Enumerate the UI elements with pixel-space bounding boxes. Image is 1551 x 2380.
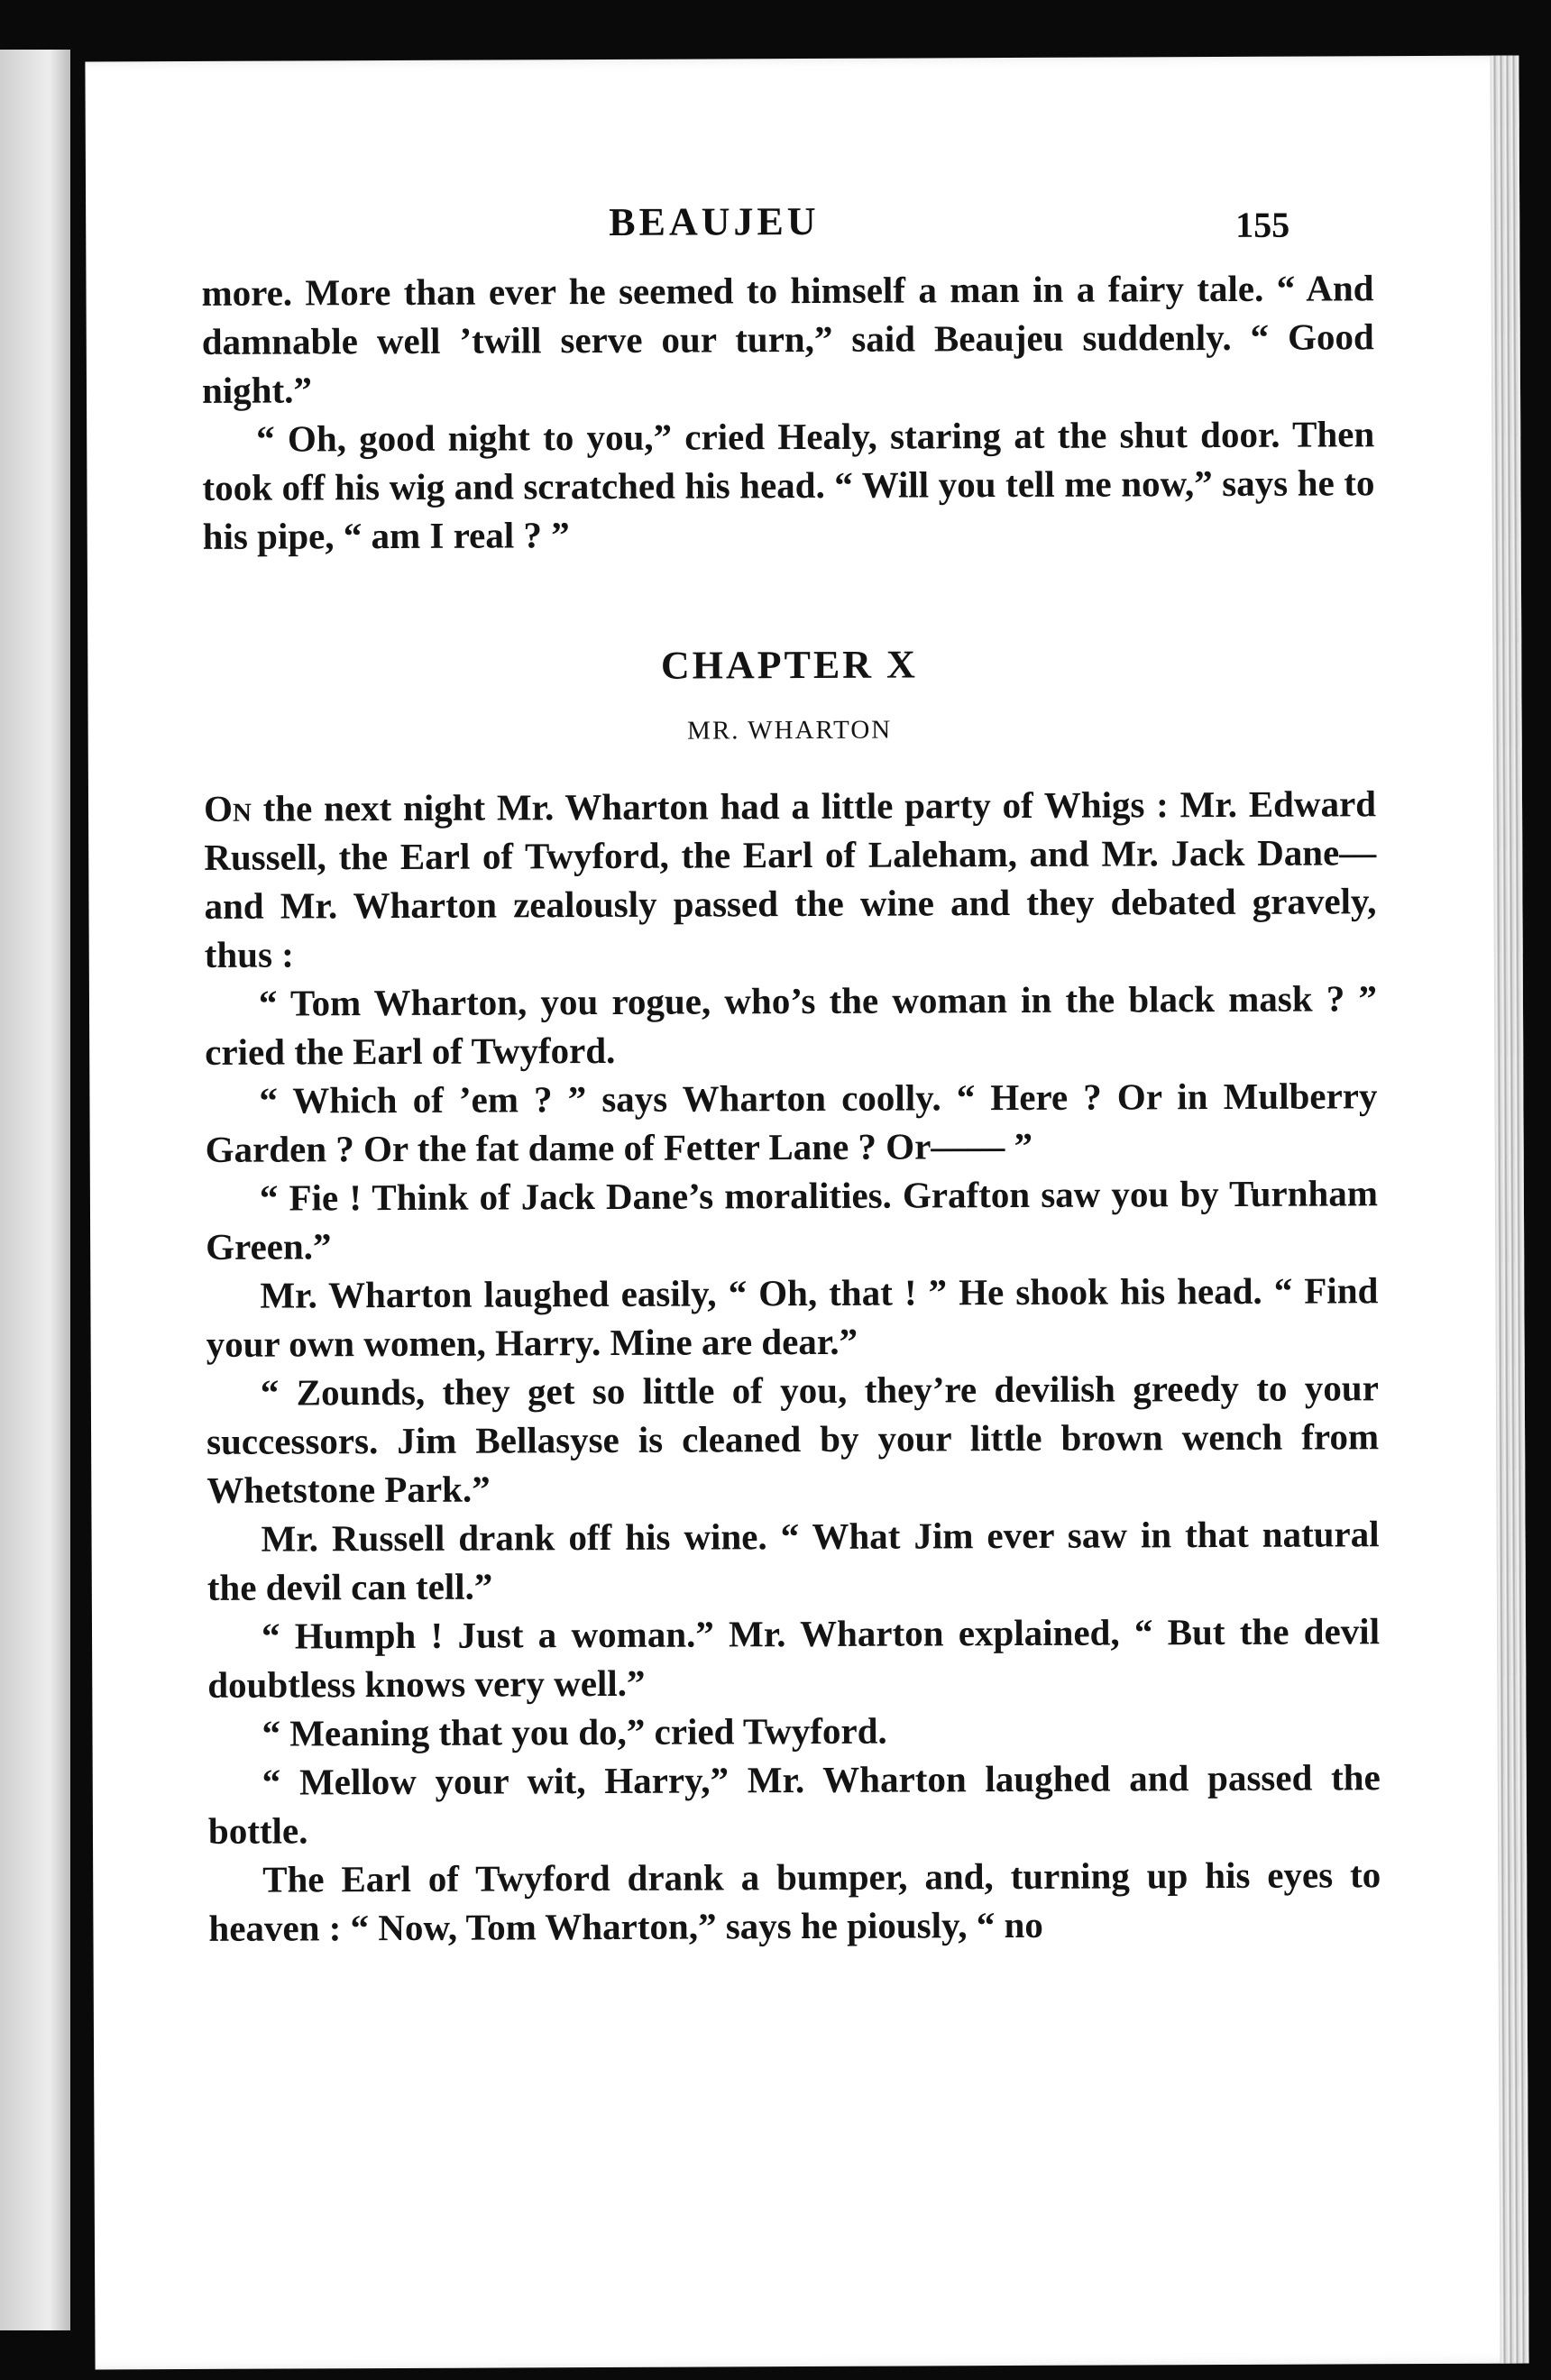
paragraph: “ Tom Wharton, you rogue, who’s the woman in the black mask ? ” cried the Earl of Twyford. (205, 977, 1378, 1073)
book-page (85, 56, 1528, 2370)
paragraph: Mr. Russell drank off his wine. “ What Jim ever saw in that natural the devil can tell.” (206, 1513, 1380, 1608)
paragraph: “ Oh, good night to you,” cried Healy, staring at the shut door. Then took off his wig and scratched his head. “ Will you tell me now,” says he to his pipe, “ am I real ? ” (202, 413, 1375, 557)
paragraph: “ Mellow your wit, Harry,” Mr. Wharton laughed and passed the bottle. (207, 1756, 1381, 1852)
page-fore-edge (1490, 56, 1528, 2364)
paragraph: The Earl of Twyford drank a bumper, and, turning up his eyes to heaven : “ Now, Tom Wharton,” says he piously, “ no (208, 1854, 1381, 1949)
opening-lead-word: On (203, 787, 252, 829)
page-number: 155 (1235, 204, 1290, 245)
body-text (201, 263, 1381, 1953)
paragraph: “ Meaning that you do,” cried Twyford. (262, 1709, 887, 1754)
paragraph: Mr. Wharton laughed easily, “ Oh, that ! ” He shook his head. “ Find your own women, Harry. Mine are dear.” (206, 1269, 1379, 1365)
paragraph: more. More than ever he seemed to himself a man in a fairy tale. “ And damnable well ’twill serve our turn,” said Beaujeu suddenly. “ Good night.” (201, 267, 1374, 411)
paragraph: “ Fie ! Think of Jack Dane’s moralities. Grafton saw you by Turnham Green.” (206, 1172, 1379, 1268)
running-head: BEAUJEU (609, 198, 820, 244)
paragraph: “ Humph ! Just a woman.” Mr. Wharton explained, “ But the devil doubtless knows very well.” (207, 1610, 1381, 1706)
chapter-subtitle: MR. WHARTON (687, 715, 893, 746)
facing-page-edge (0, 50, 70, 2330)
chapter-heading: CHAPTER X (660, 642, 918, 688)
opening-text: the next night Mr. Wharton had a little party of Whigs : Mr. Edward Russell, the Earl of Twyford, the Earl of Laleham, and Mr. Jack Dane—and Mr. Wharton zealously passed the wine and they debated gravely, thus : (204, 783, 1377, 975)
page-header (86, 196, 1375, 264)
chapter-opening-paragraph (204, 779, 1377, 979)
paragraph: “ Zounds, they get so little of you, they’re devilish greedy to your successors. Jim Bellasyse is cleaned by your little brown wench from Whetstone Park.” (206, 1367, 1380, 1511)
paragraph: “ Which of ’em ? ” says Wharton coolly. “ Here ? Or in Mulberry Garden ? Or the fat dame of Fetter Lane ? Or—— ” (205, 1075, 1378, 1170)
